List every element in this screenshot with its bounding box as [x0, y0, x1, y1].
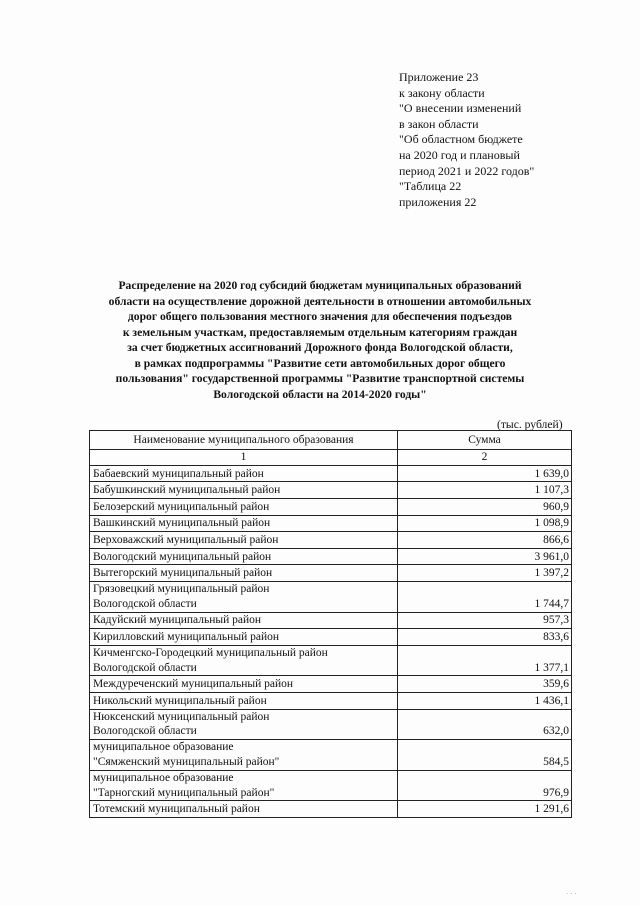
table-row: [90, 581, 572, 612]
municipality-name-line: "Сямженский муниципальный район": [93, 755, 280, 768]
document-title: [60, 278, 580, 402]
subsidy-amount: 632,0: [398, 709, 572, 740]
table-row: [90, 548, 572, 565]
subsidy-amount: 976,9: [398, 770, 572, 801]
municipality-name-line: Бабаевский муниципальный район: [93, 467, 264, 480]
annex-line: Приложение 23: [399, 70, 479, 84]
subsidy-amount: 3 961,0: [398, 548, 572, 565]
title-line: Распределение на 2020 год субсидий бюджетам муниципальных образований: [118, 279, 522, 292]
municipality-name: [90, 532, 398, 549]
municipality-name: [90, 465, 398, 482]
scan-mark: · · ·: [566, 890, 577, 898]
annex-line: "О внесении изменений: [399, 101, 522, 116]
table-row: [90, 465, 572, 482]
subsidy-amount: 1 291,6: [398, 801, 572, 818]
municipality-name-line: муниципальное образование: [93, 741, 234, 754]
municipality-name-line: Белозерский муниципальный район: [93, 500, 270, 513]
column-number-1: 1: [90, 450, 398, 466]
municipality-name: [90, 740, 398, 771]
table-row: [90, 498, 572, 515]
municipality-name: [90, 709, 398, 740]
municipality-name: [90, 629, 398, 646]
column-number-row: [90, 450, 572, 466]
subsidy-amount: 866,6: [398, 532, 572, 549]
column-number-2: 2: [398, 450, 572, 466]
municipality-name-line: Никольский муниципальный район: [93, 694, 267, 707]
table-row: [90, 801, 572, 818]
subsidy-amount: 1 107,3: [398, 482, 572, 499]
title-line: дорог общего пользования местного значения для обеспечения подъездов: [127, 310, 513, 323]
units-label: (тыс. рублей): [497, 418, 563, 431]
municipality-name-line: Кирилловский муниципальный район: [93, 630, 280, 643]
subsidy-amount: 1 436,1: [398, 692, 572, 709]
header-name: Наименование муниципального образования: [90, 431, 398, 450]
table-row: [90, 645, 572, 676]
municipality-name-line: Вологодской области: [93, 597, 197, 610]
table-row: [90, 770, 572, 801]
title-line: Вологодской области на 2014-2020 годы": [213, 387, 427, 401]
municipality-name: [90, 676, 398, 693]
municipality-name-line: Кичменгско-Городецкий муниципальный район: [93, 646, 328, 659]
municipality-name: [90, 645, 398, 676]
subsidy-amount: 1 098,9: [398, 515, 572, 532]
municipality-name-line: Вашкинский муниципальный район: [93, 517, 271, 530]
table-row: [90, 740, 572, 771]
subsidy-table: [89, 430, 572, 818]
table-row: [90, 676, 572, 693]
table-row: [90, 692, 572, 709]
municipality-name-line: Грязовецкий муниципальный район: [93, 582, 270, 595]
table-row: [90, 629, 572, 646]
table-row: [90, 515, 572, 532]
municipality-name-line: Тотемский муниципальный район: [93, 803, 260, 816]
subsidy-amount: 1 744,7: [398, 581, 572, 612]
municipality-name: [90, 515, 398, 532]
annex-reference: [399, 70, 599, 210]
annex-line: на 2020 год и плановый: [399, 147, 520, 162]
municipality-name-line: Вологодской области: [93, 661, 197, 674]
municipality-name-line: Вологодский муниципальный район: [93, 550, 272, 563]
title-line: за счет бюджетных ассигнований Дорожного фонда Вологодской области,: [127, 341, 513, 354]
municipality-name-line: "Тарногский муниципальный район": [93, 786, 275, 799]
annex-line: в закон области: [399, 116, 479, 131]
municipality-name: [90, 482, 398, 499]
table-row: [90, 612, 572, 629]
title-line: к земельным участкам, предоставляемым отдельным категориям граждан: [122, 325, 518, 339]
municipality-name-line: Верховажский муниципальный район: [93, 533, 279, 546]
annex-line: "Об областном бюджете: [399, 132, 523, 147]
annex-line: к закону области: [399, 85, 485, 100]
subsidy-amount: 1 397,2: [398, 565, 572, 582]
municipality-name-line: Бабушкинский муниципальный район: [93, 484, 281, 497]
annex-line: приложения 22: [399, 194, 477, 209]
table-row: [90, 532, 572, 549]
municipality-name-line: Вытегорский муниципальный район: [93, 567, 273, 580]
municipality-name: [90, 548, 398, 565]
municipality-name: [90, 498, 398, 515]
title-line: в рамках подпрограммы "Развитие сети автомобильных дорог общего: [134, 356, 506, 370]
title-line: пользования" государственной программы "Развитие транспортной системы: [115, 372, 525, 385]
subsidy-amount: 957,3: [398, 612, 572, 629]
municipality-name: [90, 692, 398, 709]
subsidy-amount: 584,5: [398, 740, 572, 771]
table-row: [90, 709, 572, 740]
subsidy-amount: 359,6: [398, 676, 572, 693]
table-row: [90, 565, 572, 582]
subsidy-amount: 960,9: [398, 498, 572, 515]
subsidy-amount: 833,6: [398, 629, 572, 646]
subsidy-amount: 1 377,1: [398, 645, 572, 676]
municipality-name-line: Междуреченский муниципальный район: [93, 678, 294, 691]
municipality-name: [90, 612, 398, 629]
municipality-name-line: Вологодской области: [93, 725, 197, 738]
annex-line: "Таблица 22: [399, 179, 462, 194]
municipality-name: [90, 565, 398, 582]
subsidy-amount: 1 639,0: [398, 465, 572, 482]
municipality-name-line: Кадуйский муниципальный район: [93, 614, 262, 627]
municipality-name-line: муниципальное образование: [93, 771, 234, 784]
table-header-row: [90, 431, 572, 450]
annex-line: период 2021 и 2022 годов": [399, 163, 535, 178]
municipality-name-line: Нюксенский муниципальный район: [93, 710, 270, 723]
table-row: [90, 482, 572, 499]
municipality-name: [90, 801, 398, 818]
title-line: области на осуществление дорожной деятельности в отношении автомобильных: [108, 294, 532, 308]
municipality-name: [90, 770, 398, 801]
municipality-name: [90, 581, 398, 612]
header-sum: Сумма: [398, 431, 572, 450]
